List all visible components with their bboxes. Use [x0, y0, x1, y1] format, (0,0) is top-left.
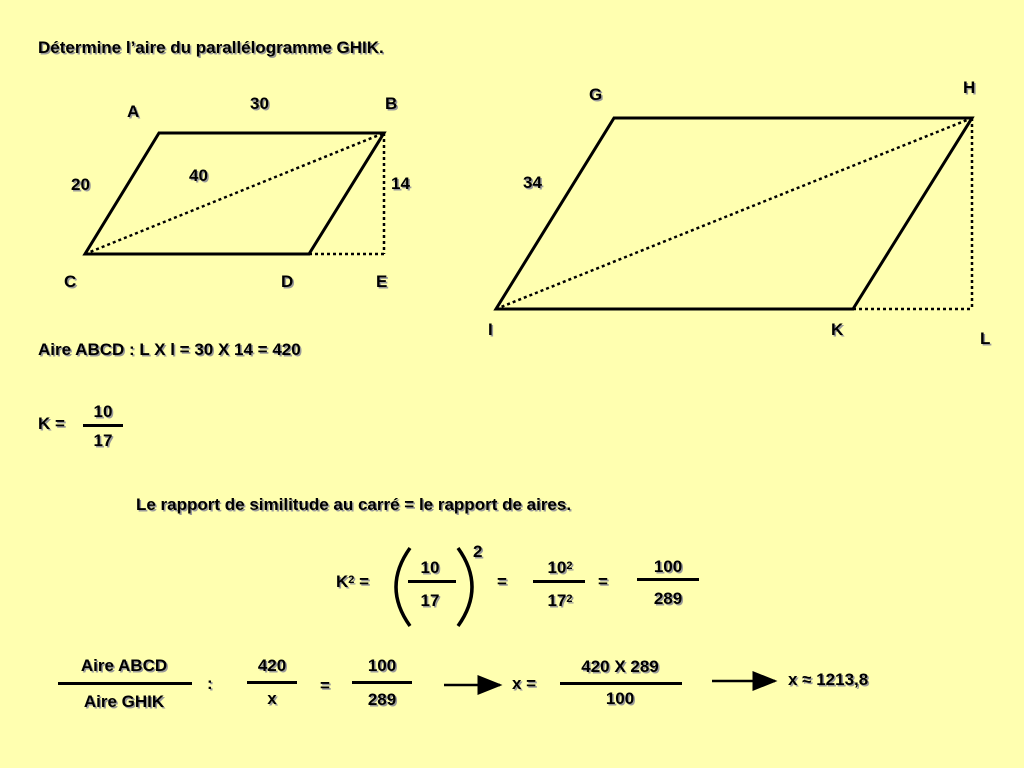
length-height: 14 [391, 174, 410, 193]
left-parenthesis [396, 548, 410, 626]
ksq-squared-fraction-bar [533, 580, 585, 583]
ksq-denominator-squared-base: 17 [547, 591, 567, 610]
k-squared-exponent: 2 [348, 574, 355, 586]
k-numerator: 10 [93, 402, 113, 421]
ksq-numerator-squared-base: 10 [547, 558, 567, 577]
ksq-denominator-squared [535, 591, 585, 611]
equals-3: = [320, 676, 330, 695]
k-squared-base: K [336, 572, 349, 591]
vertex-e: E [376, 272, 388, 291]
ksq-numerator-squared-exponent: 2 [566, 560, 573, 572]
k-denominator: 17 [93, 431, 113, 450]
ksq-denominator: 17 [420, 591, 440, 610]
ratio-420: 420 [257, 656, 287, 675]
ratio-colon: : [207, 674, 213, 693]
calc-numerator: 420 X 289 [581, 657, 659, 676]
length-diagonal: 40 [189, 166, 208, 185]
ratio-100-bar [352, 681, 412, 684]
vertex-i: I [488, 320, 493, 339]
ksq-denominator-squared-exponent: 2 [566, 593, 573, 605]
k-label: K = [38, 414, 65, 433]
ksq-outer-exponent: 2 [473, 542, 483, 561]
ratio-x: x [267, 689, 277, 708]
ratio-420-bar [247, 681, 297, 684]
similarity-statement: Le rapport de similitude au carré = le rapport de aires. [136, 495, 572, 514]
x-equals: x = [512, 674, 537, 693]
k-fraction-bar [83, 424, 123, 427]
ksq-numerator: 10 [420, 558, 440, 577]
vertex-c: C [64, 272, 77, 291]
diagonal-cb [85, 133, 384, 254]
parallelogram-ghik [496, 118, 972, 309]
diagonal-ih [496, 118, 972, 309]
area-ratio-denominator: 289 [653, 589, 683, 608]
page-title: Détermine l’aire du parallélogramme GHIK. [38, 38, 384, 57]
equals-1: = [497, 572, 507, 591]
area-ratio-fraction-bar [637, 578, 699, 581]
right-parenthesis [458, 548, 472, 626]
vertex-h: H [963, 78, 976, 97]
area-fraction-bar [58, 682, 192, 685]
k-squared-label [336, 572, 369, 592]
vertex-a: A [127, 102, 140, 121]
length-gi: 34 [523, 173, 542, 192]
ksq-numerator-squared [535, 558, 585, 578]
ksq-fraction-bar [408, 580, 456, 583]
equals-2: = [598, 572, 608, 591]
vertex-b: B [385, 94, 398, 113]
vertex-l: L [980, 329, 991, 348]
calc-fraction-bar [560, 682, 682, 685]
vertex-g: G [589, 85, 603, 104]
area-ratio-numerator: 100 [653, 557, 683, 576]
length-ac: 20 [71, 175, 90, 194]
aire-ghik-label: Aire GHIK [83, 692, 165, 711]
area-abcd-formula: Aire ABCD : L X l = 30 X 14 = 420 [38, 340, 301, 359]
length-ab: 30 [250, 94, 269, 113]
final-result: x ≈ 1213,8 [788, 670, 869, 689]
ratio-289: 289 [367, 690, 397, 709]
vertex-d: D [281, 272, 294, 291]
aire-abcd-label: Aire ABCD [80, 656, 168, 675]
ratio-100: 100 [367, 656, 397, 675]
k-squared-equals: = [354, 572, 370, 591]
calc-denominator: 100 [605, 689, 635, 708]
vertex-k: K [831, 320, 844, 339]
